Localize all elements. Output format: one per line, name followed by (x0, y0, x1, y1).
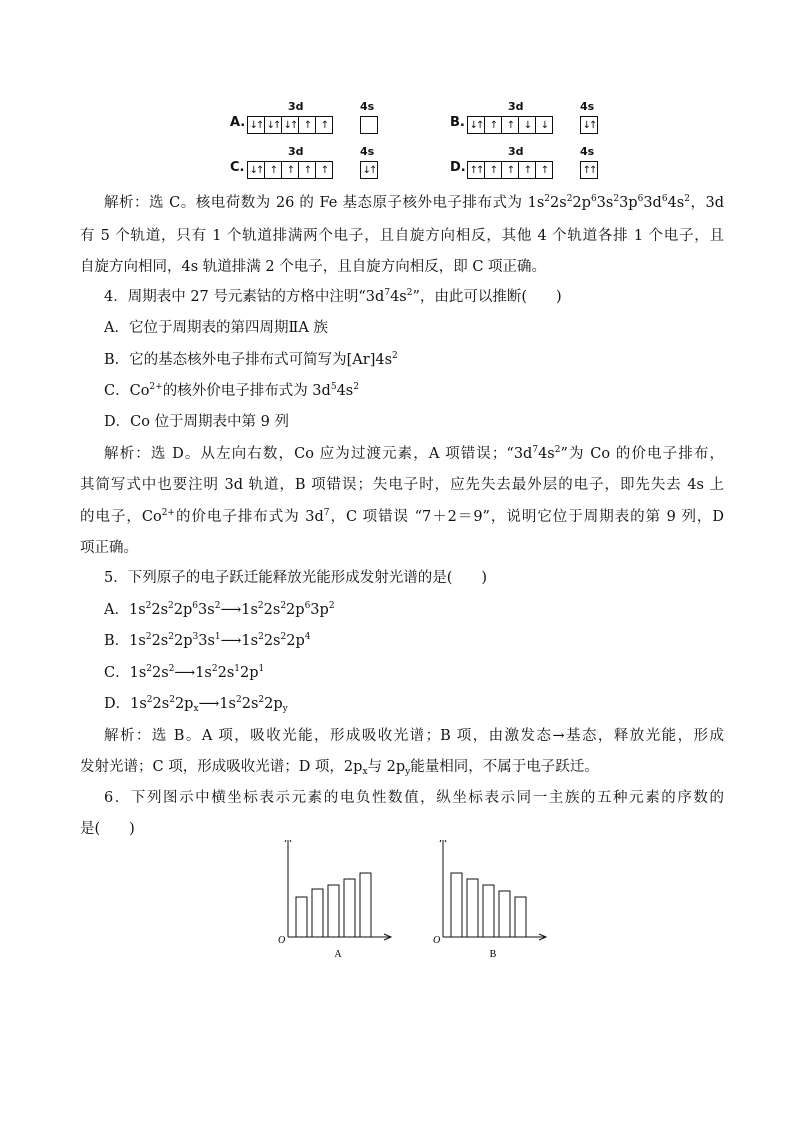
subshell-4s-label: 4s (360, 145, 375, 158)
formula-script: 1 (214, 632, 221, 642)
formula-script: 2 (168, 632, 174, 642)
subshell-3d-label: 3d (288, 145, 304, 158)
q3-analysis-line2: 有 5 个轨道，只有 1 个轨道排满两个电子，且自旋方向相反，其他 4 个轨道各排 1 个电子，且 (80, 228, 724, 244)
formula-script: 2 (145, 632, 152, 642)
subshell-3d-label: 3d (288, 100, 304, 113)
orbital-box: ↑ (519, 162, 536, 178)
orbital-box: ↑ (299, 117, 316, 133)
bar (451, 873, 462, 937)
option-label: C. (230, 160, 245, 175)
formula-script: 2 (280, 601, 287, 611)
option-label: B. (450, 115, 465, 130)
origin-label: O (433, 935, 441, 946)
bar (515, 897, 526, 937)
formula-script: 2 (211, 664, 218, 674)
orbital-3d-boxes (247, 161, 333, 179)
orbital-box: ↑ (502, 117, 519, 133)
subshell-3d-label: 3d (508, 145, 524, 158)
formula-script: 2 (214, 601, 221, 611)
q6-stem-line2: 是( ) (80, 821, 135, 837)
formula-script: 6 (192, 601, 199, 611)
formula-script: 2 (168, 664, 175, 674)
bar (344, 879, 355, 937)
chart-caption: A (334, 949, 342, 960)
orbital-box (361, 117, 377, 133)
formula-text: 2s (217, 665, 235, 681)
q4-option-d: D．Co 位于周期表中第 9 列 (104, 414, 290, 430)
q3-analysis-line1: 解析：选 C。核电荷数为 26 的 Fe 基态原子核外电子排布式为 $1s^22s^22p^63s^23p^63d^64s^2$，3d (104, 194, 724, 211)
orbital-box: ↓↑ (282, 117, 299, 133)
orbital-box: ↑ (485, 117, 502, 133)
orbital-box: ↓ (540, 119, 548, 131)
formula-text: A．1s (104, 602, 146, 618)
formula-text: 2s (263, 633, 281, 649)
formula-text: D．1s (104, 696, 147, 712)
formula-script: 3 (192, 632, 199, 642)
q4-option-c: C．$Co^{2+}$的核外价电子排布式为 $3d^54s^2$ (104, 382, 359, 399)
q5-option-b (104, 631, 724, 651)
q4-option-b: B．它的基态核外电子排布式可简写为$[Ar]4s^2$ (104, 351, 398, 368)
origin-label: O (278, 935, 286, 946)
formula-text: 2s (151, 633, 169, 649)
formula-script: 2 (169, 695, 175, 705)
formula-script: 2 (146, 695, 153, 705)
formula-text: 2s (241, 696, 259, 712)
q6-stem-line1: 6．下列图示中横坐标表示元素的电负性数值，纵坐标表示同一主族的五种元素的序数的 (104, 790, 724, 806)
q4-analysis-line3: 的电子，$Co^{2+}$的价电子排布式为 $3d^7$，C 项错误 “7＋2＝9”，说明它位于周期表的第 9 列，D (80, 508, 725, 525)
chart-caption: B (489, 949, 497, 960)
orbital-box: ↑↑ (468, 162, 485, 178)
q4-option-a: A．它位于周期表的第四周期ⅡA 族 (104, 320, 328, 336)
orbital-box: ↑ (282, 162, 299, 178)
formula-script: 6 (304, 601, 311, 611)
formula-text: 2s (151, 602, 169, 618)
subshell-4s-label: 4s (580, 100, 595, 113)
formula-script: 2 (236, 695, 242, 705)
formula-script: 2 (146, 664, 152, 674)
formula-script: 2 (280, 632, 287, 642)
q5-option-a (104, 600, 724, 620)
subshell-4s-label: 4s (360, 100, 375, 113)
formula-text: 2p (240, 665, 259, 681)
q4-stem: 4．周期表中 27 号元素钴的方格中注明“$3d^74s^2$”，由此可以推断( ) (104, 288, 562, 305)
orbital-3d-boxes (467, 116, 553, 134)
formula-text: 2p (286, 602, 305, 618)
q5-analysis-line2: 发射光谱；C 项，形成吸收光谱；D 项，$2p_x$与 $2p_y$能量相同，不属于电子跃迁。 (80, 759, 599, 777)
formula-text: ⟶1s (174, 665, 212, 681)
q3-analysis-line3: 自旋方向相同，4s 轨道排满 2 个电子，且自旋方向相反，即 C 项正确。 (80, 259, 547, 275)
q4-analysis-line1: 解析：选 D。从左向右数，Co 应为过渡元素，A 项错误；“$3d^74s^2$”为 Co 的价电子排布， (104, 445, 724, 462)
orbital-box: ↓↑ (248, 162, 265, 178)
formula-text: ⟶1s (220, 633, 259, 649)
orbital-4s-box (360, 116, 378, 134)
formula-script: 2 (145, 601, 152, 611)
orbital-4s-box (580, 116, 598, 134)
bar (360, 873, 371, 937)
formula-text: C．1s (104, 665, 147, 681)
formula-text: 2s (263, 602, 281, 618)
orbital-box: ↓↑ (582, 119, 596, 131)
orbital-box: ↑ (485, 162, 502, 178)
subshell-3d-label: 3d (508, 100, 524, 113)
formula-text: 3s (198, 633, 215, 649)
formula-text: 2p (174, 696, 194, 712)
bar (483, 885, 494, 937)
formula-script: x (193, 704, 199, 714)
formula-text: 3p (310, 602, 329, 618)
formula-text: 2p (264, 696, 283, 712)
orbital-box: ↑ (299, 162, 316, 178)
q5-analysis-line1: 解析：选 B。A 项，吸收光能，形成吸收光谱；B 项，由激发态→基态，释放光能，形成 (104, 728, 724, 744)
bar (296, 897, 307, 937)
formula-script: 1 (234, 664, 241, 674)
orbital-3d-boxes (467, 161, 553, 179)
subshell-4s-label: 4s (580, 145, 595, 158)
formula-script: 2 (168, 601, 174, 611)
formula-script: 2 (258, 695, 265, 705)
orbital-box: ↓↑ (248, 117, 265, 133)
formula-text: 2p (286, 633, 305, 649)
q5-stem: 5．下列原子的电子跃迁能释放光能形成发射光谱的是( ) (104, 570, 488, 586)
orbital-box: ↓↑ (265, 117, 282, 133)
orbital-3d-boxes (247, 116, 333, 134)
q5-option-c (104, 663, 724, 683)
formula-script: y (282, 704, 288, 714)
orbital-box: ↑ (265, 162, 282, 178)
option-label: D. (450, 160, 466, 175)
formula-text: ⟶1s (198, 696, 236, 712)
formula-text: 2s (152, 665, 169, 681)
orbital-box: ↓↑ (468, 117, 485, 133)
bar (499, 891, 510, 937)
formula-script: 4 (304, 632, 311, 642)
formula-script: 2 (257, 601, 264, 611)
formula-text: 2p (173, 633, 193, 649)
orbital-box: ↑↑ (582, 164, 596, 176)
orbital-box: ↑ (320, 164, 328, 176)
formula-script: 2 (258, 632, 264, 642)
q6-bar-charts (0, 840, 794, 1040)
option-label: A. (230, 115, 246, 130)
orbital-4s-box (580, 161, 598, 179)
q4-analysis-line4: 项正确。 (80, 540, 138, 556)
bar (328, 885, 339, 937)
orbital-box: ↑ (320, 119, 328, 131)
q5-option-d (104, 694, 724, 714)
q4-analysis-line2: 其简写式中也要注明 3d 轨道，B 项错误；失电子时，应先失去最外层的电子，即先失去 4s 上 (80, 477, 724, 493)
formula-text: 2s (152, 696, 170, 712)
orbital-box: ↓ (519, 117, 536, 133)
formula-text: 2p (173, 602, 193, 618)
orbital-box: ↑ (502, 162, 519, 178)
formula-script: 1 (258, 664, 265, 674)
formula-text: 3s (198, 602, 215, 618)
bar (467, 879, 478, 937)
bar (312, 889, 323, 937)
formula-script: 2 (328, 601, 335, 611)
orbital-box: ↓↑ (362, 164, 376, 176)
formula-text: ⟶1s (220, 602, 258, 618)
orbital-box: ↑ (540, 164, 548, 176)
formula-text: B．1s (104, 633, 146, 649)
orbital-4s-box (360, 161, 378, 179)
